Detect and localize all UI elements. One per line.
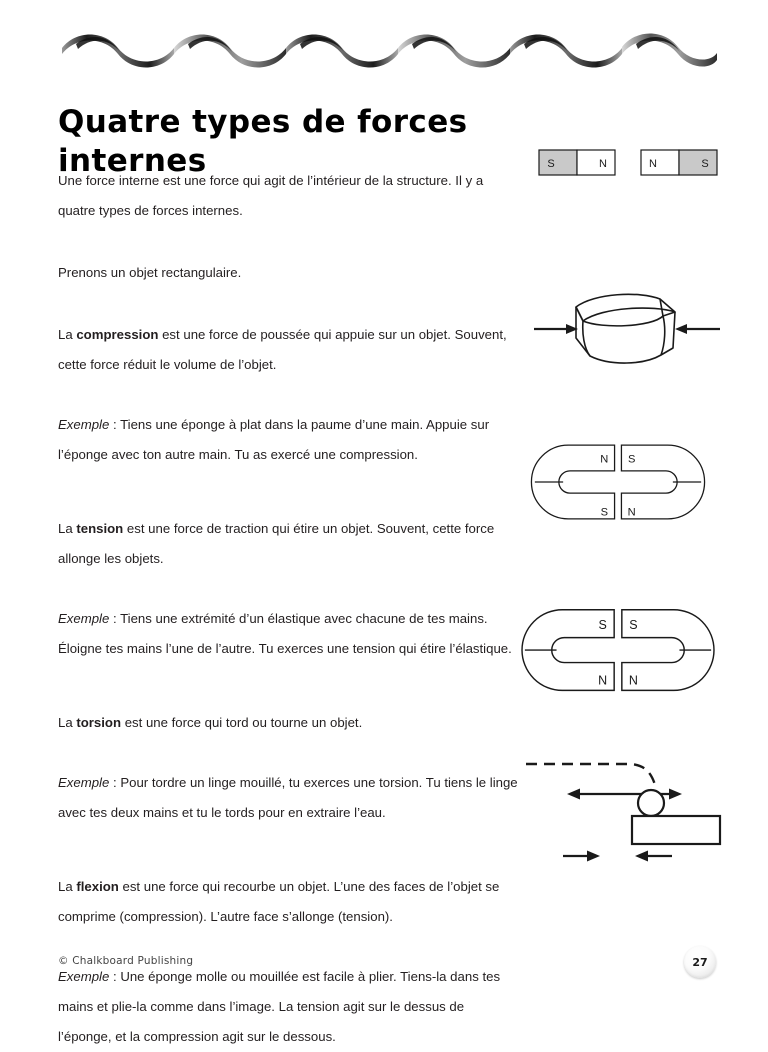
example-label: Exemple: [58, 969, 110, 984]
torsion-example: [58, 768, 520, 828]
magnet-pole-label: S: [598, 617, 607, 632]
example-separator: :: [109, 969, 121, 984]
tension-illustration: [518, 440, 718, 536]
spacer: [58, 828, 520, 872]
magnet-pole-label: N: [649, 158, 657, 170]
compression-definition: [58, 320, 520, 380]
lead-suffix: est une force qui recourbe un objet. L’une des faces de l’objet se comprime (compression). L’autre face s’allonge (tension).: [58, 879, 500, 924]
tension-definition: [58, 514, 520, 574]
flexion-example: [58, 962, 520, 1052]
lead-suffix: est une force de poussée qui appuie sur un objet. Souvent, cette force réduit le volume de l’objet.: [58, 327, 507, 372]
term-tension: tension: [76, 521, 124, 536]
example-separator: :: [109, 775, 121, 790]
example-separator: :: [109, 611, 121, 626]
magnet-pole-label: S: [629, 617, 638, 632]
dashed-bend-path-icon: [526, 764, 656, 788]
page-title: Quatre types de forces internes: [58, 103, 468, 180]
spacer: [58, 664, 520, 708]
lead-suffix: est une force qui tord ou tourne un objet.: [121, 715, 363, 730]
magnet-pole-label: S: [701, 158, 709, 170]
spacer: [58, 738, 520, 768]
example-text: Pour tordre un linge mouillé, tu exerces une torsion. Tu tiens le linge avec tes deux mains et tu le tords pour en extraire l’eau.: [58, 775, 518, 820]
pivot-circle-icon: [638, 790, 664, 816]
spacer: [58, 574, 520, 604]
magnet-pole-label: N: [628, 673, 638, 688]
ribbon-decoration-icon: [62, 22, 717, 68]
magnet-pole-label: N: [600, 453, 609, 466]
object-rectangle: [632, 816, 720, 844]
magnet-pole-label: N: [599, 158, 607, 170]
body-text-column: [58, 166, 520, 1052]
lead-suffix: est une force de traction qui étire un objet. Souvent, cette force allonge les objets.: [58, 521, 495, 566]
lead-prefix: La: [58, 715, 77, 730]
magnet-pole-label: S: [628, 453, 636, 466]
magnet-pole-label: N: [627, 506, 636, 519]
compression-example: [58, 410, 520, 470]
torsion-illustration: [518, 604, 718, 700]
flexion-definition: [58, 872, 520, 932]
example-text: Tiens une éponge à plat dans la paume d’une main. Appuie sur l’éponge avec ton autre main. Tu as exercé une compression.: [58, 417, 490, 462]
intro-paragraph-1: Une force interne est une force qui agit de l’intérieur de la structure. Il y a quatre types de forces internes.: [58, 173, 484, 218]
tension-example: [58, 604, 520, 664]
example-label: Exemple: [58, 775, 110, 790]
term-flexion: flexion: [76, 879, 119, 894]
example-text: Tiens une extrémité d’un élastique avec chacune de tes mains. Éloigne tes mains l’une de l’autre. Tu exerces une tension qui étire l’élastique.: [58, 611, 512, 656]
intro-paragraph-2: Prenons un objet rectangulaire.: [58, 265, 242, 280]
term-compression: compression: [76, 327, 159, 342]
lead-prefix: La: [58, 521, 77, 536]
lead-prefix: La: [58, 327, 77, 342]
example-label: Exemple: [58, 417, 110, 432]
spacer: [58, 226, 520, 258]
lead-prefix: La: [58, 879, 77, 894]
spacer: [58, 288, 520, 320]
term-torsion: torsion: [76, 715, 122, 730]
force-arrow-right-icon: [675, 324, 720, 334]
compression-arrow-right-icon: [563, 851, 600, 862]
spacer: [58, 380, 520, 410]
example-separator: :: [109, 417, 121, 432]
example-text: Une éponge molle ou mouillée est facile à plier. Tiens-la dans tes mains et plie-la comme dans l’image. La tension agit sur le dessus de l’éponge, et la compression agit sur le dessous.: [58, 969, 501, 1044]
magnet-pole-label: S: [547, 158, 555, 170]
force-arrow-left-icon: [534, 324, 578, 334]
bar-magnets-illustration: [538, 146, 718, 180]
spacer: [58, 470, 520, 514]
tension-double-arrow-icon: [567, 789, 682, 800]
magnet-pole-label: N: [598, 673, 608, 688]
torsion-definition: [58, 708, 520, 738]
compression-arrow-left-icon: [635, 851, 672, 862]
magnet-pole-label: S: [600, 506, 608, 519]
flexion-illustration: [522, 752, 727, 874]
compression-illustration: [532, 282, 722, 380]
page-number-badge: 27: [684, 946, 716, 978]
copyright-notice: © Chalkboard Publishing: [58, 955, 194, 967]
example-label: Exemple: [58, 611, 110, 626]
